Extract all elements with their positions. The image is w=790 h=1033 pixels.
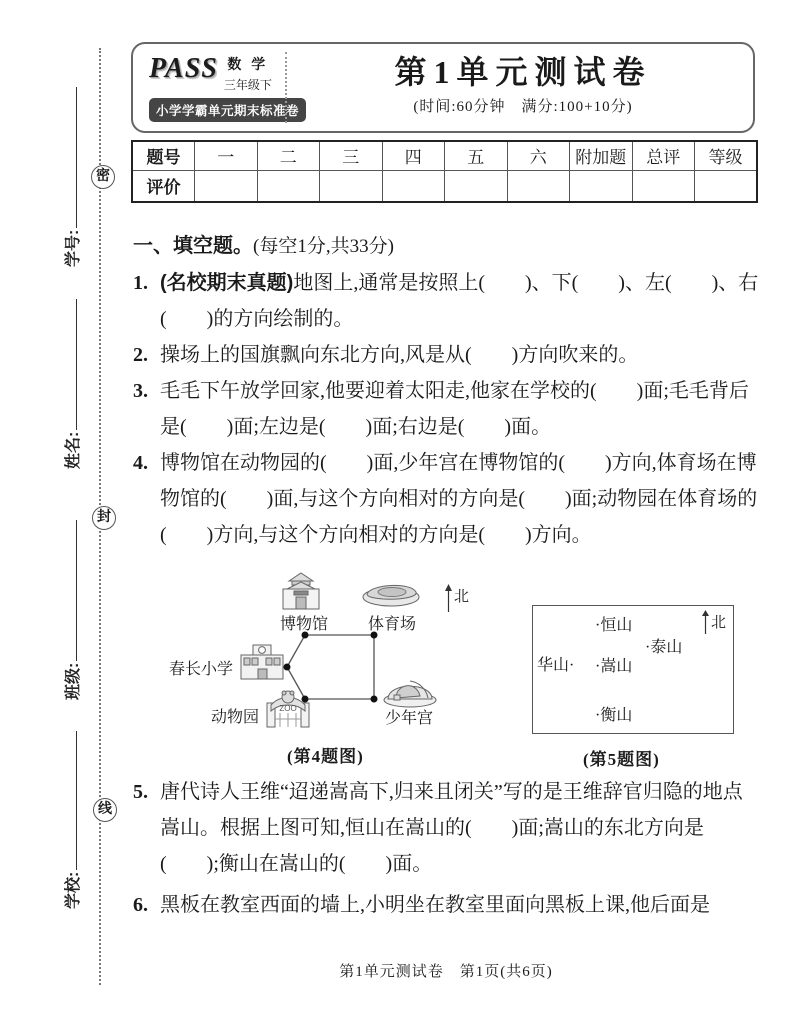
score-row-label: 评价 [132,170,195,202]
school-field [59,731,83,909]
question-2 [133,337,759,373]
figure5-north-indicator [701,610,726,636]
score-col-total: 总评 [632,141,695,170]
figure4-north-label: 北 [454,589,470,605]
student-number-field [59,87,83,267]
seal-char-xian: 线 [93,798,117,822]
score-cell [195,170,258,202]
question-6-text: 黑板在教室西面的墙上,小明坐在教室里面向黑板上课,他后面是 [160,894,710,916]
header-box [131,42,755,133]
figure5-north-label: 北 [711,615,727,631]
paper-title: 第1单元测试卷 [394,54,652,90]
score-col-5: 五 [445,141,508,170]
mountain-huashan: 华山· [537,657,575,674]
score-col-3: 三 [320,141,383,170]
score-cell [695,170,758,202]
question-4-text: 博物馆在动物园的( )面,少年宫在博物馆的( )方向,体育场在博物馆的( )面,与这个方向相对的方向是( )面;动物园在体育场的( )方向,与这个方向相对的方向是( )方向。 [160,452,758,546]
question-section-lower [133,774,759,923]
score-cell [507,170,570,202]
school-blank [65,731,77,870]
score-col-6: 六 [507,141,570,170]
mountain-taishan: ·泰山 [645,639,683,656]
page-footer: 第1单元测试卷 第1页(共6页) [339,964,553,980]
svg-text:ZOO: ZOO [279,704,297,713]
score-cell [320,170,383,202]
zoo-label: 动物园 [210,709,260,726]
mountain-hengshan-north: ·恒山 [595,617,633,634]
museum-icon [279,569,323,613]
figure-question-5 [532,605,734,734]
stadium-label: 体育场 [367,616,417,633]
question-1 [133,265,759,337]
score-col-tihao: 题号 [132,141,195,170]
score-col-4: 四 [382,141,445,170]
figure5-caption: (第5题图) [583,750,660,769]
student-number-label: 学号: [64,229,82,267]
question-2-text: 操场上的国旗飘向东北方向,风是从( )方向吹来的。 [160,344,639,366]
class-field [59,520,83,700]
name-label: 姓名: [64,431,82,469]
north-arrow-icon [701,610,710,634]
name-blank [65,299,77,430]
youth-palace-label: 少年宫 [384,710,434,727]
seal-char-mi: 密 [91,165,115,189]
question-5 [133,774,759,882]
question-3-number: 3. [133,380,148,402]
paper-subtitle: (时间:60分钟 满分:100+10分) [413,99,633,115]
score-col-1: 一 [195,141,258,170]
zoo-icon [264,689,312,729]
section-heading [133,228,759,265]
question-6 [133,887,759,923]
question-section [133,226,759,553]
score-table-eval-row [132,170,757,202]
score-cell [257,170,320,202]
question-4 [133,445,759,553]
seal-char-feng: 封 [92,506,116,530]
stadium-icon [361,580,421,608]
school-label: 春长小学 [168,661,234,678]
school-label: 学校: [64,871,82,909]
score-table [131,140,758,203]
question-5-text: 唐代诗人王维“迢递嵩高下,归来且闭关”写的是王维辞官归隐的地点嵩山。根据上图可知,恒山在嵩山的( )面;嵩山的东北方向是( );衡山在嵩山的( )面。 [160,781,743,875]
question-1-text: 地图上,通常是按照上( )、下( )、左( )、右( )的方向绘制的。 [160,272,759,330]
question-6-number: 6. [133,894,148,916]
score-cell [382,170,445,202]
question-5-number: 5. [133,781,148,803]
question-2-number: 2. [133,344,148,366]
figure4-north-indicator [444,584,469,612]
score-col-2: 二 [257,141,320,170]
question-3 [133,373,759,445]
museum-label: 博物馆 [279,616,329,633]
subject-label: 数 学 [227,56,269,72]
mountain-hengshan-south: ·衡山 [595,707,633,724]
name-field [59,299,83,469]
question-1-tag: (名校期末真题) [160,272,294,294]
figure-question-4 [163,565,473,770]
section-note: (每空1分,共33分) [253,236,394,257]
section-title: 一、填空题。 [133,235,253,257]
mountain-songshan: ·嵩山 [595,658,633,675]
score-cell [445,170,508,202]
score-col-extra: 附加题 [570,141,633,170]
grade-label: 三年级下 [223,78,272,92]
brand-logo [149,54,272,93]
north-arrow-icon [444,584,453,612]
class-blank [65,520,77,661]
score-table-header-row [132,141,757,170]
question-4-number: 4. [133,452,148,474]
series-badge: 小学学霸单元期末标准卷 [149,98,306,122]
figure4-caption: (第4题图) [287,747,364,766]
brand-logo-text: PASS [149,53,218,84]
question-1-number: 1. [133,272,148,294]
student-number-blank [65,87,77,228]
youth-palace-icon [382,670,438,708]
score-col-rank: 等级 [695,141,758,170]
school-icon [239,643,285,681]
header-divider [285,52,287,123]
score-cell [570,170,633,202]
score-cell [632,170,695,202]
question-3-text: 毛毛下午放学回家,他要迎着太阳走,他家在学校的( )面;毛毛背后是( )面;左边是( )面;右边是( )面。 [160,380,749,438]
class-label: 班级: [64,662,82,700]
